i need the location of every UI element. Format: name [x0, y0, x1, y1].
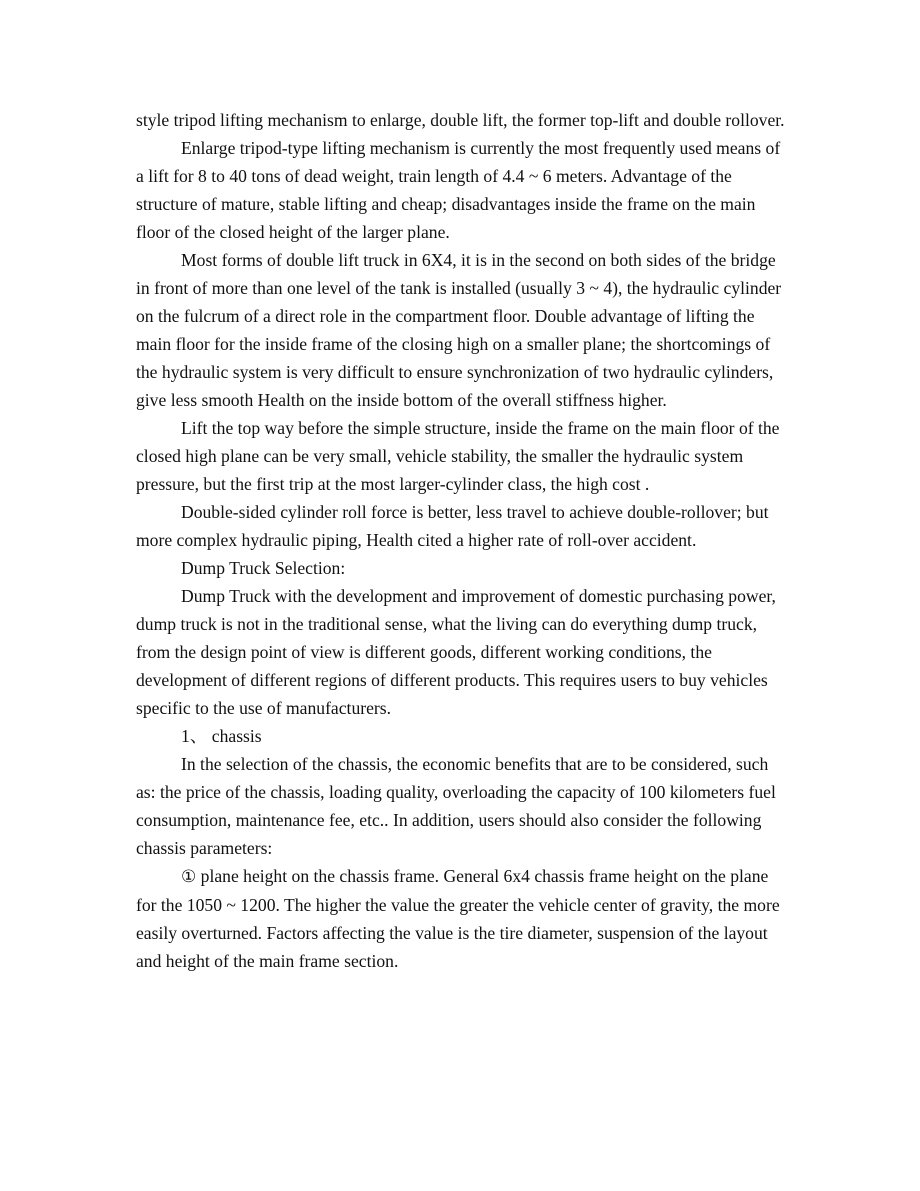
paragraph-dump-truck-development: Dump Truck with the development and improvement of domestic purchasing power, dump truck is not in the traditional sense, what the living can do everything dump truck, from the design point of view is different goods, different working conditions, the development of different regions of different products. This requires users to buy vehicles specific to the use of manufacturers. [136, 586, 776, 718]
paragraph-double-lift: Most forms of double lift truck in 6X4, it is in the second on both sides of the bridge in front of more than one level of the tank is installed (usually 3 ~ 4), the hydraulic cylinder on the fulcrum of a direct role in the compartment floor. Double advantage of lifting the main floor for the inside frame of the closing high on a smaller plane; the shortcomings of the hydraulic system is very difficult to ensure synchronization of two hydraulic cylinders, give less smooth Health on the inside bottom of the overall stiffness higher. [136, 250, 782, 410]
paragraph-double-rollover: Double-sided cylinder roll force is better, less travel to achieve double-rollover; but more complex hydraulic piping, Health cited a higher rate of roll-over accident. [136, 502, 769, 550]
list-item-text: plane height on the chassis frame. General 6x4 chassis frame height on the plane for the 1050 ~ 1200. The higher the value the greater the vehicle center of gravity, the more easily overturned. Factors affecting the value is the tire diameter, suspension of the layout and height of the main frame section. [136, 866, 780, 971]
document-body [136, 106, 786, 975]
paragraph-tripod-mechanism: Enlarge tripod-type lifting mechanism is currently the most frequently used means of a lift for 8 to 40 tons of dead weight, train length of 4.4 ~ 6 meters. Advantage of the structure of mature, stable lifting and cheap; disadvantages inside the frame on the main floor of the closed height of the larger plane. [136, 138, 781, 242]
subsection-heading-chassis: 1、 chassis [181, 726, 262, 746]
paragraph-chassis-selection: In the selection of the chassis, the economic benefits that are to be considered, such as: the price of the chassis, loading quality, overloading the capacity of 100 kilometers fuel consumption, maintenance fee, etc.. In addition, users should also consider the following chassis parameters: [136, 754, 776, 858]
list-item-plane-height [136, 862, 786, 975]
section-heading-dump-truck-selection: Dump Truck Selection: [181, 558, 346, 578]
paragraph-lifting-types-continued: style tripod lifting mechanism to enlarge, double lift, the former top-lift and double rollover. [136, 110, 785, 130]
circled-number-marker: ① [181, 867, 197, 887]
paragraph-top-lift: Lift the top way before the simple structure, inside the frame on the main floor of the closed high plane can be very small, vehicle stability, the smaller the hydraulic system pressure, but the first trip at the most larger-cylinder class, the high cost . [136, 418, 780, 494]
